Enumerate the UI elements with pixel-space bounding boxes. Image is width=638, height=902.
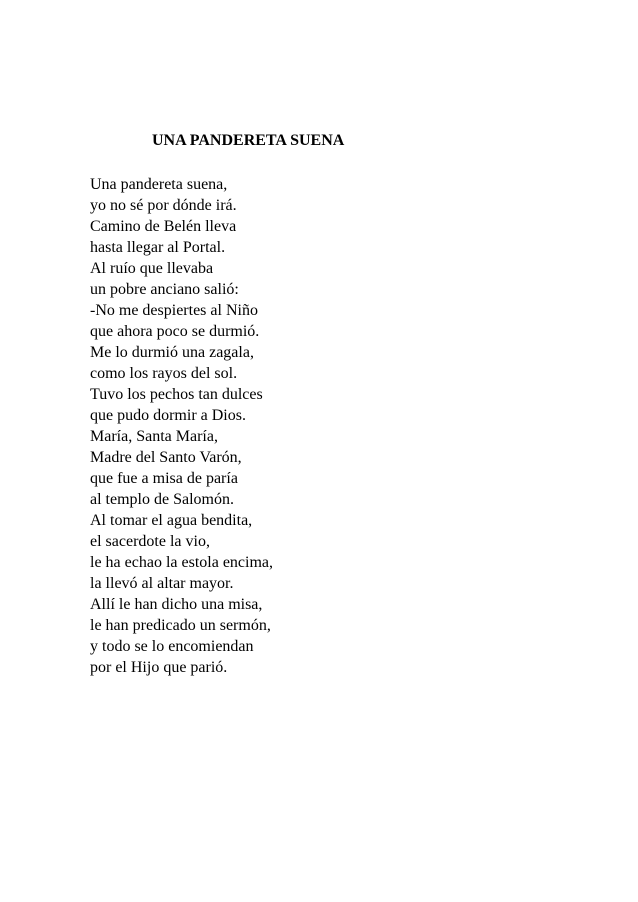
poem-line: le ha echao la estola encima,	[90, 554, 274, 571]
poem-line: por el Hijo que parió.	[90, 659, 228, 676]
poem-line: Al ruío que llevaba	[90, 260, 214, 277]
poem-line: Al tomar el agua bendita,	[90, 512, 253, 529]
poem-line: que fue a misa de paría	[90, 470, 238, 487]
poem-line: al templo de Salomón.	[90, 491, 234, 508]
poem-line: y todo se lo encomiendan	[90, 638, 254, 655]
poem-line: Me lo durmió una zagala,	[90, 344, 254, 361]
poem-line: la llevó al altar mayor.	[90, 575, 234, 592]
poem-line: María, Santa María,	[90, 428, 218, 445]
poem-line: un pobre anciano salió:	[90, 281, 239, 298]
poem-line: yo no sé por dónde irá.	[90, 197, 237, 214]
poem-title: UNA PANDERETA SUENA	[152, 132, 345, 149]
poem-line: el sacerdote la vio,	[90, 533, 210, 550]
poem-line: hasta llegar al Portal.	[90, 239, 226, 256]
poem-line: Una pandereta suena,	[90, 176, 228, 193]
poem-line: como los rayos del sol.	[90, 365, 238, 382]
poem-line: le han predicado un sermón,	[90, 617, 271, 634]
poem-line: Allí le han dicho una misa,	[90, 596, 263, 613]
poem-body	[90, 174, 273, 678]
poem-line: Camino de Belén lleva	[90, 218, 237, 235]
poem-line: que ahora poco se durmió.	[90, 323, 260, 340]
poem-line: Madre del Santo Varón,	[90, 449, 242, 466]
poem-line: -No me despiertes al Niño	[90, 302, 258, 319]
poem-line: que pudo dormir a Dios.	[90, 407, 246, 424]
poem-line: Tuvo los pechos tan dulces	[90, 386, 263, 403]
